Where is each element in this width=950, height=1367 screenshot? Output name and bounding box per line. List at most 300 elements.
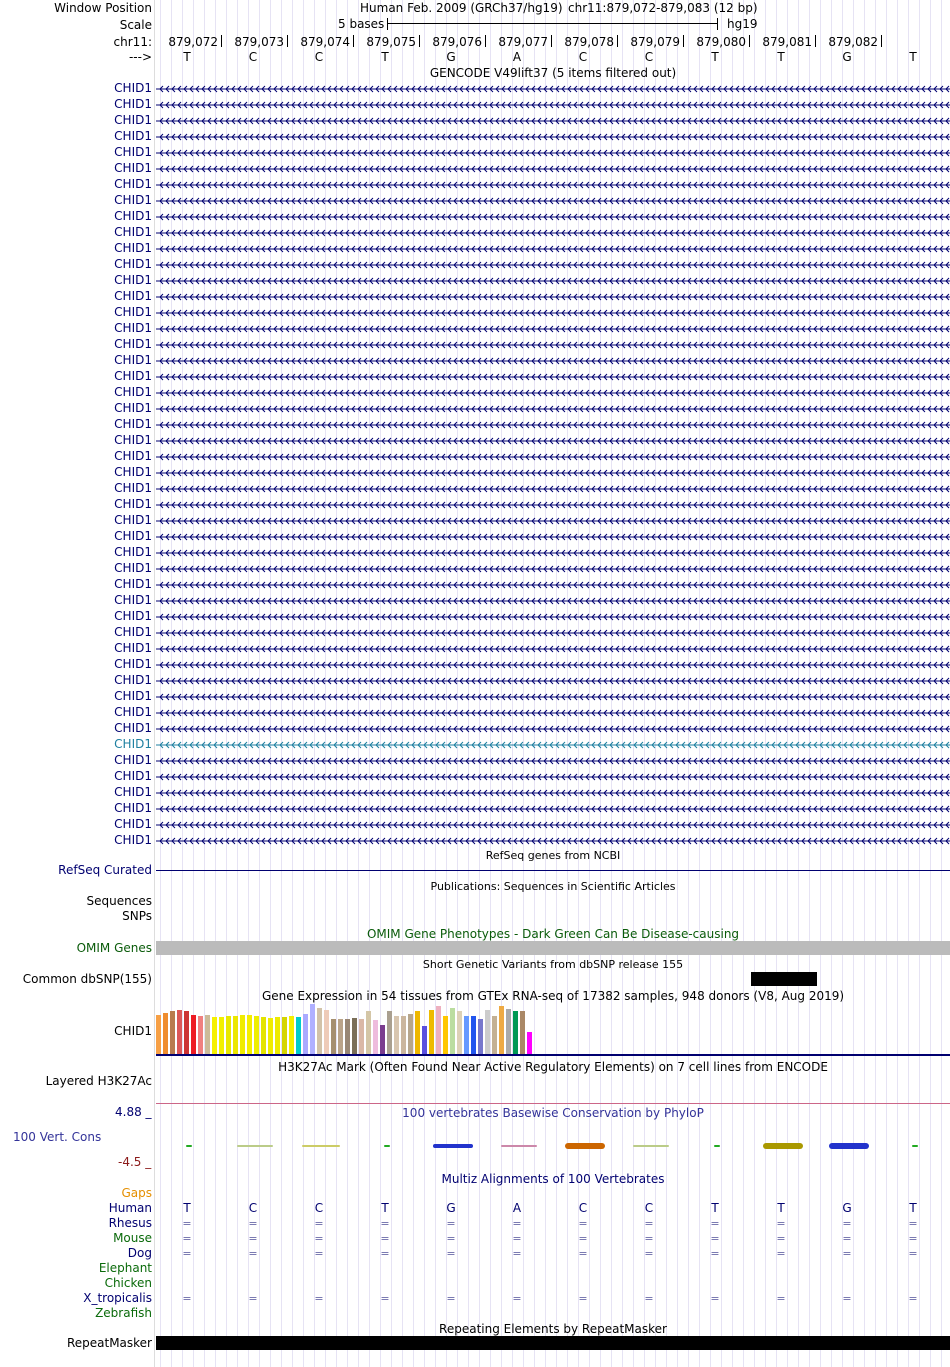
pubs-label-sequences[interactable]: Sequences — [86, 894, 152, 908]
strand-label: ---> — [128, 50, 152, 64]
gene-intron-arrows — [156, 84, 950, 94]
gtex-gene-line — [156, 1054, 950, 1056]
pubs-track-title[interactable]: Publications: Sequences in Scientific Articles — [430, 880, 676, 893]
gene-row[interactable] — [156, 275, 950, 285]
position-title: chr11:879,072-879,083 (12 bp) — [568, 1, 758, 15]
gene-label[interactable]: CHID1 — [114, 337, 152, 351]
scale-bar-right-tick — [717, 18, 718, 30]
gtex-tissue-bar[interactable] — [373, 1020, 378, 1054]
alignment-match: = — [908, 1232, 918, 1245]
alignment-match: = — [644, 1232, 654, 1245]
gene-row[interactable] — [156, 787, 950, 797]
gtex-tissue-bar[interactable] — [310, 1004, 315, 1054]
pubs-label-snps[interactable]: SNPs — [122, 909, 152, 923]
alignment-match: = — [182, 1292, 192, 1305]
gene-row[interactable] — [156, 467, 950, 477]
gene-row[interactable] — [156, 259, 950, 269]
alignment-match: = — [512, 1247, 522, 1260]
gtex-tissue-bar[interactable] — [226, 1016, 231, 1054]
ruler-position-label: 879,081 — [762, 35, 812, 49]
gene-row[interactable] — [156, 531, 950, 541]
alignment-match: = — [578, 1217, 588, 1230]
gene-label[interactable]: CHID1 — [114, 481, 152, 495]
gene-label[interactable]: CHID1 — [114, 673, 152, 687]
ruler-position-label: 879,078 — [564, 35, 614, 49]
gene-row[interactable] — [156, 355, 950, 365]
gtex-tissue-bar[interactable] — [303, 1014, 308, 1054]
gene-row[interactable] — [156, 483, 950, 493]
gtex-tissue-bar[interactable] — [450, 1008, 455, 1054]
species-label[interactable]: Rhesus — [108, 1216, 152, 1230]
refseq-track-title[interactable]: RefSeq genes from NCBI — [485, 849, 621, 862]
repeatmasker-label[interactable]: RepeatMasker — [66, 1336, 152, 1350]
gene-intron-arrows — [156, 708, 950, 718]
omim-track-title[interactable]: OMIM Gene Phenotypes - Dark Green Can Be Disease-causing — [366, 927, 740, 941]
ruler-position-label: 879,079 — [630, 35, 680, 49]
alignment-match: = — [578, 1232, 588, 1245]
alignment-match: = — [182, 1217, 192, 1230]
alignment-match: = — [710, 1217, 720, 1230]
gene-label[interactable]: CHID1 — [114, 113, 152, 127]
gtex-tissue-bar[interactable] — [401, 1016, 406, 1054]
gtex-tissue-bar[interactable] — [191, 1015, 196, 1054]
dbsnp-track-title[interactable]: Short Genetic Variants from dbSNP release 155 — [422, 958, 684, 971]
omim-label[interactable]: OMIM Genes — [76, 941, 152, 955]
gene-label[interactable]: CHID1 — [114, 257, 152, 271]
gene-row[interactable] — [156, 99, 950, 109]
repeatmasker-element[interactable] — [156, 1336, 950, 1350]
gene-intron-arrows — [156, 324, 950, 334]
phylop-min-label: -4.5 _ — [118, 1155, 152, 1169]
gtex-tissue-bar[interactable] — [471, 1016, 476, 1054]
ruler-position-label: 879,072 — [168, 35, 218, 49]
gene-label[interactable]: CHID1 — [114, 625, 152, 639]
alignment-match: = — [776, 1247, 786, 1260]
gtex-bar-chart[interactable] — [156, 1004, 536, 1054]
h3k27ac-baseline — [156, 1103, 950, 1104]
gtex-tissue-bar[interactable] — [233, 1016, 238, 1054]
gene-row[interactable] — [156, 387, 950, 397]
gtex-tissue-bar[interactable] — [464, 1016, 469, 1054]
gene-row[interactable] — [156, 291, 950, 301]
alignment-match: = — [578, 1292, 588, 1305]
gene-row[interactable] — [156, 211, 950, 221]
gtex-tissue-bar[interactable] — [170, 1011, 175, 1054]
alignment-match: = — [314, 1292, 324, 1305]
gene-intron-arrows — [156, 340, 950, 350]
gene-intron-arrows — [156, 516, 950, 526]
gtex-tissue-bar[interactable] — [492, 1016, 497, 1054]
window-position-label: Window Position — [54, 1, 152, 15]
gtex-tissue-bar[interactable] — [198, 1016, 203, 1054]
gene-row[interactable] — [156, 419, 950, 429]
gene-row[interactable] — [156, 339, 950, 349]
phylop-track-title[interactable]: 100 vertebrates Basewise Conservation by PhyloP — [402, 1106, 704, 1120]
alignment-match: = — [644, 1292, 654, 1305]
gene-row[interactable] — [156, 707, 950, 717]
gene-intron-arrows — [156, 820, 950, 830]
human-base: T — [381, 1201, 389, 1215]
gtex-tissue-bar[interactable] — [485, 1010, 490, 1054]
gene-intron-arrows — [156, 148, 950, 158]
gene-label[interactable]: CHID1 — [114, 241, 152, 255]
gene-label[interactable]: CHID1 — [114, 769, 152, 783]
gtex-tissue-bar[interactable] — [177, 1010, 182, 1054]
gtex-tissue-bar[interactable] — [478, 1019, 483, 1054]
gene-row[interactable] — [156, 755, 950, 765]
gene-row[interactable] — [156, 819, 950, 829]
refseq-label[interactable]: RefSeq Curated — [58, 863, 152, 877]
gtex-label[interactable]: CHID1 — [114, 1024, 152, 1038]
gtex-tissue-bar[interactable] — [352, 1018, 357, 1054]
gene-row[interactable] — [156, 643, 950, 653]
gene-row[interactable] — [156, 131, 950, 141]
gtex-tissue-bar[interactable] — [156, 1015, 161, 1054]
ruler-position-label: 879,082 — [828, 35, 878, 49]
gene-row[interactable] — [156, 739, 950, 749]
gene-intron-arrows — [156, 228, 950, 238]
gene-intron-arrows — [156, 788, 950, 798]
gene-row[interactable] — [156, 499, 950, 509]
gtex-tissue-bar[interactable] — [506, 1009, 511, 1054]
gene-intron-arrows — [156, 100, 950, 110]
h3k27ac-label[interactable]: Layered H3K27Ac — [45, 1074, 152, 1088]
gene-intron-arrows — [156, 596, 950, 606]
alignment-match: = — [842, 1247, 852, 1260]
gene-row[interactable] — [156, 835, 950, 845]
gene-intron-arrows — [156, 436, 950, 446]
dbsnp-label[interactable]: Common dbSNP(155) — [22, 972, 152, 986]
gene-row[interactable] — [156, 435, 950, 445]
gene-row[interactable] — [156, 579, 950, 589]
ruler-base: C — [578, 50, 588, 64]
gene-row[interactable] — [156, 691, 950, 701]
gene-row[interactable] — [156, 243, 950, 253]
gene-label[interactable]: CHID1 — [114, 465, 152, 479]
repeatmasker-track-title[interactable]: Repeating Elements by RepeatMasker — [439, 1322, 667, 1336]
species-label[interactable]: Gaps — [121, 1186, 152, 1200]
gene-row[interactable] — [156, 659, 950, 669]
gene-label[interactable]: CHID1 — [114, 225, 152, 239]
phylop-mark[interactable] — [912, 1145, 918, 1147]
gene-label[interactable]: CHID1 — [114, 753, 152, 767]
gtex-tissue-bar[interactable] — [436, 1006, 441, 1054]
gene-row[interactable] — [156, 563, 950, 573]
gene-label[interactable]: CHID1 — [114, 273, 152, 287]
alignment-match: = — [248, 1292, 258, 1305]
phylop-mark[interactable] — [302, 1145, 340, 1147]
alignment-match: = — [446, 1217, 456, 1230]
gene-label[interactable]: CHID1 — [114, 97, 152, 111]
gene-intron-arrows — [156, 692, 950, 702]
gtex-tissue-bar[interactable] — [212, 1017, 217, 1054]
gtex-tissue-bar[interactable] — [513, 1011, 518, 1054]
gene-label[interactable]: CHID1 — [114, 641, 152, 655]
gene-label[interactable]: CHID1 — [114, 801, 152, 815]
gene-intron-arrows — [156, 308, 950, 318]
gene-label[interactable]: CHID1 — [114, 609, 152, 623]
gene-label[interactable]: CHID1 — [114, 81, 152, 95]
human-base: T — [711, 1201, 719, 1215]
phylop-mark[interactable] — [565, 1143, 605, 1149]
species-label[interactable]: Mouse — [113, 1231, 152, 1245]
gtex-tissue-bar[interactable] — [394, 1016, 399, 1054]
alignment-match: = — [314, 1217, 324, 1230]
scale-text: 5 bases — [338, 17, 385, 31]
gene-row[interactable] — [156, 163, 950, 173]
gene-intron-arrows — [156, 388, 950, 398]
gtex-tissue-bar[interactable] — [289, 1016, 294, 1054]
gene-label[interactable]: CHID1 — [114, 529, 152, 543]
gene-label[interactable]: CHID1 — [114, 305, 152, 319]
gene-intron-arrows — [156, 116, 950, 126]
phylop-mark[interactable] — [829, 1143, 869, 1149]
gene-label[interactable]: CHID1 — [114, 129, 152, 143]
gtex-tissue-bar[interactable] — [520, 1011, 525, 1054]
gene-row[interactable] — [156, 675, 950, 685]
gene-label[interactable]: CHID1 — [114, 513, 152, 527]
gene-label[interactable]: CHID1 — [114, 545, 152, 559]
gene-label[interactable]: CHID1 — [114, 497, 152, 511]
alignment-match: = — [182, 1232, 192, 1245]
gene-row[interactable] — [156, 179, 950, 189]
species-label[interactable]: X_tropicalis — [83, 1291, 152, 1305]
gene-label[interactable]: CHID1 — [114, 193, 152, 207]
phylop-mark[interactable] — [384, 1145, 390, 1147]
ruler-base: T — [381, 50, 389, 64]
gene-label[interactable]: CHID1 — [114, 689, 152, 703]
gene-row[interactable] — [156, 83, 950, 93]
alignment-match: = — [182, 1247, 192, 1260]
phylop-mark[interactable] — [633, 1145, 669, 1147]
gtex-tissue-bar[interactable] — [324, 1010, 329, 1054]
gtex-tissue-bar[interactable] — [275, 1017, 280, 1054]
ruler-position-label: 879,076 — [432, 35, 482, 49]
phylop-mark[interactable] — [433, 1144, 473, 1148]
gene-row[interactable] — [156, 403, 950, 413]
species-label[interactable]: Human — [108, 1201, 152, 1215]
gene-label[interactable]: CHID1 — [114, 737, 152, 751]
gtex-tissue-bar[interactable] — [338, 1019, 343, 1054]
alignment-match: = — [710, 1247, 720, 1260]
gene-label[interactable]: CHID1 — [114, 401, 152, 415]
gene-intron-arrows — [156, 164, 950, 174]
gene-row[interactable] — [156, 371, 950, 381]
gene-label[interactable]: CHID1 — [114, 385, 152, 399]
gene-row[interactable] — [156, 627, 950, 637]
phylop-mark[interactable] — [714, 1145, 720, 1147]
gtex-tissue-bar[interactable] — [331, 1019, 336, 1054]
species-label[interactable]: Dog — [127, 1246, 152, 1260]
phylop-mark[interactable] — [237, 1145, 273, 1147]
gtex-tissue-bar[interactable] — [163, 1013, 168, 1054]
phylop-mark[interactable] — [186, 1145, 192, 1147]
omim-gene-bar[interactable] — [156, 941, 950, 955]
gene-row[interactable] — [156, 227, 950, 237]
gtex-tissue-bar[interactable] — [317, 1008, 322, 1054]
gene-label[interactable]: CHID1 — [114, 785, 152, 799]
gtex-track-title[interactable]: Gene Expression in 54 tissues from GTEx RNA-seq of 17382 samples, 948 donors (V8, Aug 2019) — [261, 989, 845, 1003]
phylop-mark[interactable] — [763, 1143, 803, 1149]
gene-intron-arrows — [156, 356, 950, 366]
gtex-tissue-bar[interactable] — [380, 1025, 385, 1054]
gene-intron-arrows — [156, 772, 950, 782]
gene-label[interactable]: CHID1 — [114, 417, 152, 431]
gene-row[interactable] — [156, 195, 950, 205]
gene-label[interactable]: CHID1 — [114, 449, 152, 463]
ruler-tick — [881, 35, 882, 47]
gene-row[interactable] — [156, 323, 950, 333]
gene-label[interactable]: CHID1 — [114, 833, 152, 847]
alignment-match: = — [314, 1247, 324, 1260]
ruler-base: C — [644, 50, 654, 64]
gtex-tissue-bar[interactable] — [415, 1011, 420, 1054]
alignment-match: = — [578, 1247, 588, 1260]
gene-intron-arrows — [156, 276, 950, 286]
gencode-track-title[interactable]: GENCODE V49lift37 (5 items filtered out) — [429, 66, 677, 80]
gene-intron-arrows — [156, 580, 950, 590]
species-label[interactable]: Chicken — [104, 1276, 152, 1290]
gene-intron-arrows — [156, 548, 950, 558]
gtex-tissue-bar[interactable] — [366, 1011, 371, 1054]
gene-row[interactable] — [156, 115, 950, 125]
gene-intron-arrows — [156, 660, 950, 670]
gene-row[interactable] — [156, 147, 950, 157]
gene-row[interactable] — [156, 723, 950, 733]
human-base: C — [578, 1201, 588, 1215]
gtex-tissue-bar[interactable] — [345, 1019, 350, 1054]
gene-label[interactable]: CHID1 — [114, 657, 152, 671]
gene-row[interactable] — [156, 771, 950, 781]
gene-label[interactable]: CHID1 — [114, 721, 152, 735]
gene-row[interactable] — [156, 547, 950, 557]
gtex-tissue-bar[interactable] — [205, 1015, 210, 1054]
gene-label[interactable]: CHID1 — [114, 817, 152, 831]
alignment-match: = — [776, 1232, 786, 1245]
ruler-position-label: 879,080 — [696, 35, 746, 49]
human-base: A — [512, 1201, 522, 1215]
gtex-tissue-bar[interactable] — [296, 1017, 301, 1054]
human-base: T — [183, 1201, 191, 1215]
gene-intron-arrows — [156, 196, 950, 206]
alignment-match: = — [776, 1217, 786, 1230]
ruler-base: T — [183, 50, 191, 64]
human-base: G — [446, 1201, 456, 1215]
ruler-base: T — [777, 50, 785, 64]
human-base: C — [314, 1201, 324, 1215]
gtex-tissue-bar[interactable] — [268, 1018, 273, 1054]
alignment-match: = — [776, 1292, 786, 1305]
alignment-match: = — [248, 1247, 258, 1260]
scale-bar-left-tick — [387, 18, 388, 30]
gtex-tissue-bar[interactable] — [219, 1017, 224, 1054]
gtex-tissue-bar[interactable] — [387, 1011, 392, 1054]
gene-label[interactable]: CHID1 — [114, 561, 152, 575]
alignment-match: = — [908, 1247, 918, 1260]
gene-label[interactable]: CHID1 — [114, 369, 152, 383]
gtex-tissue-bar[interactable] — [247, 1015, 252, 1054]
gene-intron-arrows — [156, 724, 950, 734]
gene-intron-arrows — [156, 372, 950, 382]
gene-intron-arrows — [156, 628, 950, 638]
ruler-position-label: 879,075 — [366, 35, 416, 49]
gene-label[interactable]: CHID1 — [114, 705, 152, 719]
gene-row[interactable] — [156, 451, 950, 461]
gene-intron-arrows — [156, 212, 950, 222]
phylop-mark[interactable] — [501, 1145, 537, 1147]
h3k27ac-track-title[interactable]: H3K27Ac Mark (Often Found Near Active Regulatory Elements) on 7 cell lines from ENCODE — [278, 1060, 828, 1074]
gene-label[interactable]: CHID1 — [114, 577, 152, 591]
gene-label[interactable]: CHID1 — [114, 161, 152, 175]
gene-intron-arrows — [156, 420, 950, 430]
gene-label[interactable]: CHID1 — [114, 353, 152, 367]
ruler-base: G — [446, 50, 456, 64]
gene-label[interactable]: CHID1 — [114, 289, 152, 303]
alignment-match: = — [446, 1247, 456, 1260]
multiz-track-title[interactable]: Multiz Alignments of 100 Vertebrates — [441, 1172, 665, 1186]
gtex-tissue-bar[interactable] — [254, 1016, 259, 1054]
alignment-match: = — [248, 1232, 258, 1245]
gtex-tissue-bar[interactable] — [527, 1032, 532, 1054]
gtex-tissue-bar[interactable] — [457, 1011, 462, 1054]
ruler-position-label: 879,073 — [234, 35, 284, 49]
gtex-tissue-bar[interactable] — [282, 1017, 287, 1054]
gene-intron-arrows — [156, 804, 950, 814]
gene-intron-arrows — [156, 484, 950, 494]
species-label[interactable]: Zebrafish — [95, 1306, 152, 1320]
gene-row[interactable] — [156, 307, 950, 317]
alignment-match: = — [710, 1232, 720, 1245]
gtex-tissue-bar[interactable] — [443, 1016, 448, 1054]
gene-label[interactable]: CHID1 — [114, 321, 152, 335]
scale-label: Scale — [119, 18, 152, 32]
gene-label[interactable]: CHID1 — [114, 177, 152, 191]
gtex-tissue-bar[interactable] — [184, 1011, 189, 1054]
gene-row[interactable] — [156, 803, 950, 813]
gene-label[interactable]: CHID1 — [114, 145, 152, 159]
gtex-tissue-bar[interactable] — [429, 1010, 434, 1054]
gene-label[interactable]: CHID1 — [114, 433, 152, 447]
refseq-gene-line[interactable] — [156, 870, 950, 871]
gene-row[interactable] — [156, 595, 950, 605]
human-base: C — [248, 1201, 258, 1215]
gtex-tissue-bar[interactable] — [499, 1006, 504, 1054]
gene-label[interactable]: CHID1 — [114, 209, 152, 223]
dbsnp-variant[interactable] — [751, 972, 817, 986]
species-label[interactable]: Elephant — [98, 1261, 152, 1275]
gene-row[interactable] — [156, 515, 950, 525]
gene-row[interactable] — [156, 611, 950, 621]
gene-intron-arrows — [156, 756, 950, 766]
alignment-match: = — [380, 1247, 390, 1260]
gtex-tissue-bar[interactable] — [359, 1019, 364, 1054]
ruler-position-label: 879,077 — [498, 35, 548, 49]
alignment-match: = — [842, 1217, 852, 1230]
alignment-match: = — [644, 1247, 654, 1260]
gtex-tissue-bar[interactable] — [261, 1017, 266, 1054]
phylop-label[interactable]: 100 Vert. Cons — [13, 1130, 102, 1144]
gene-intron-arrows — [156, 180, 950, 190]
gtex-tissue-bar[interactable] — [408, 1014, 413, 1054]
alignment-match: = — [380, 1292, 390, 1305]
gtex-tissue-bar[interactable] — [240, 1015, 245, 1054]
ruler-base: A — [512, 50, 522, 64]
alignment-match: = — [842, 1292, 852, 1305]
gtex-tissue-bar[interactable] — [422, 1026, 427, 1054]
scale-bar — [387, 23, 718, 24]
alignment-match: = — [380, 1232, 390, 1245]
gene-label[interactable]: CHID1 — [114, 593, 152, 607]
